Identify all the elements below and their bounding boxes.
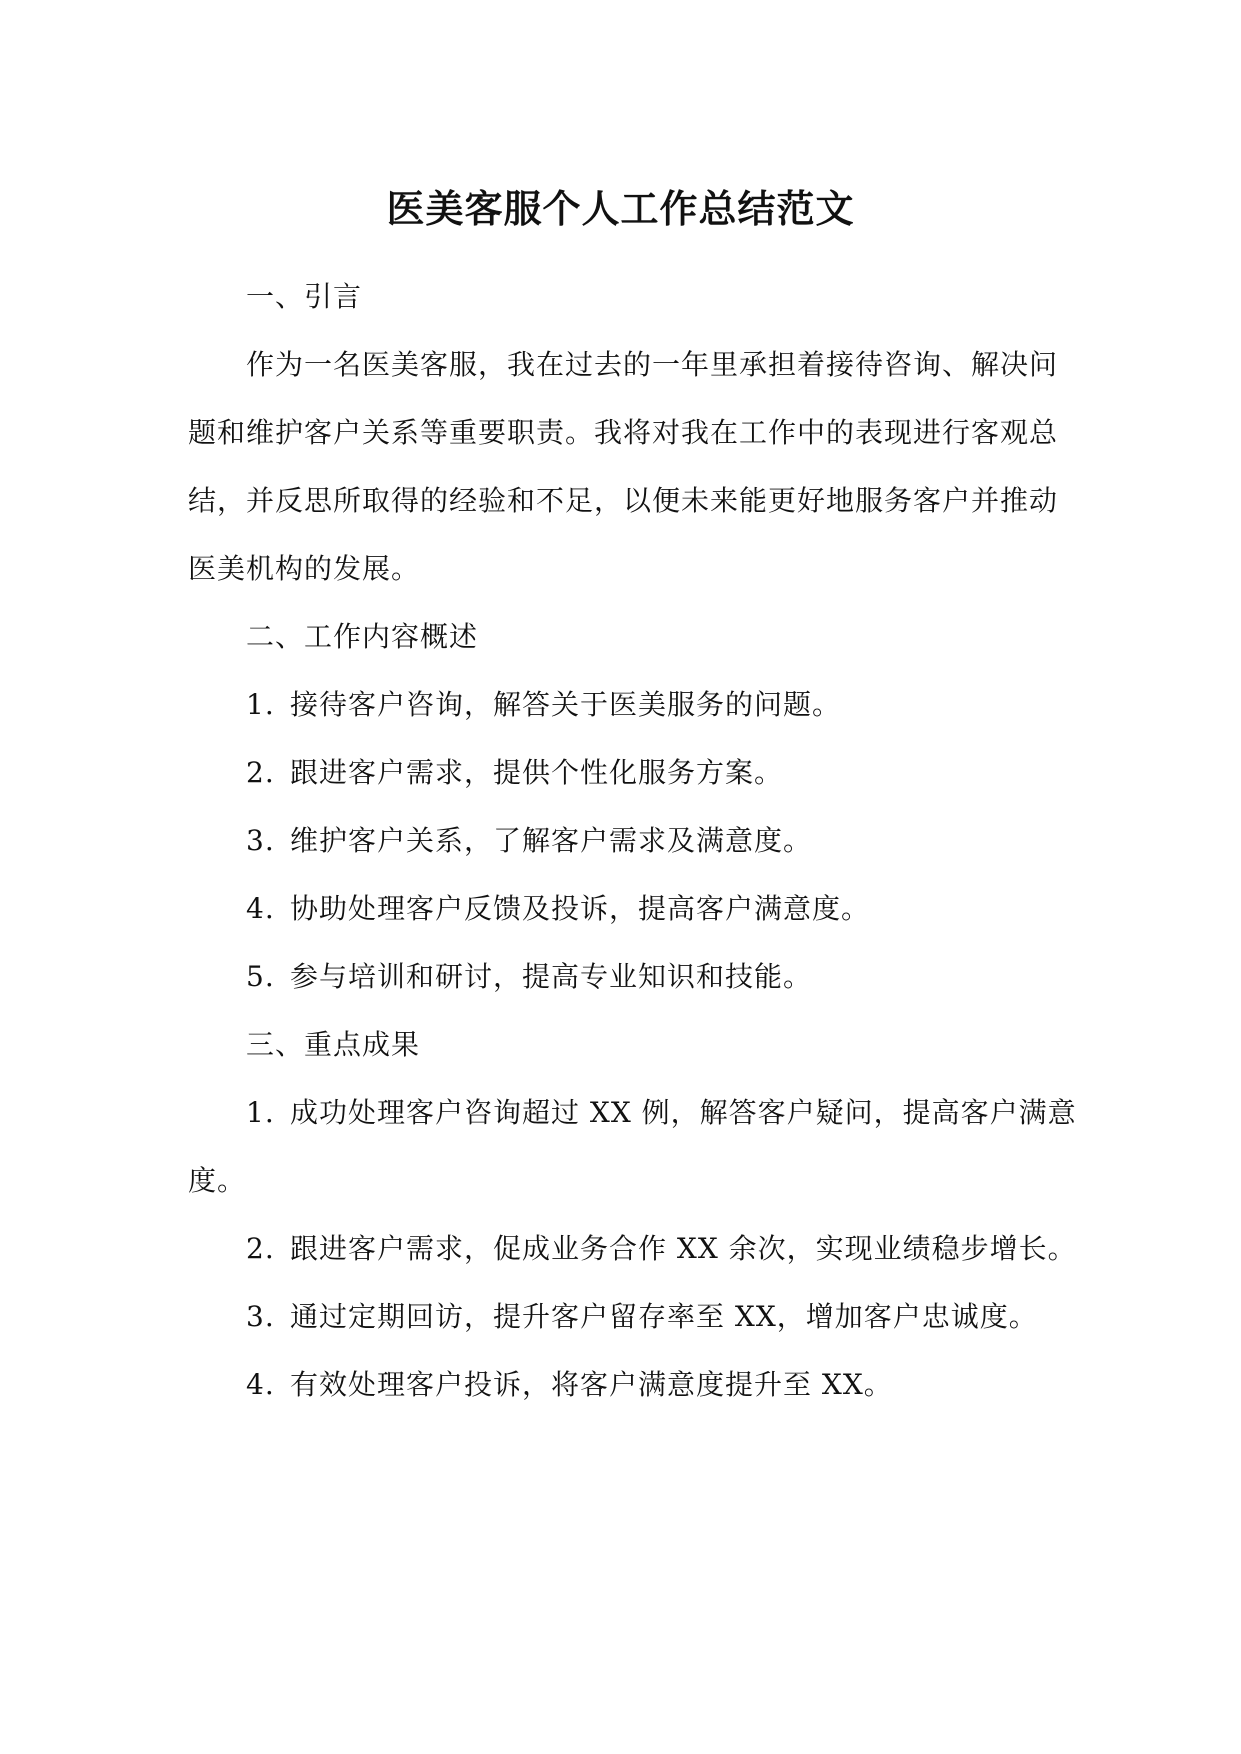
- list-item-text: 通过定期回访，提升客户留存率至 XX，增加客户忠诚度。: [290, 1300, 1038, 1333]
- section-heading-intro: 一、引言: [246, 280, 363, 313]
- list-item-text: 跟进客户需求，提供个性化服务方案。: [290, 756, 784, 789]
- list-item-number: 3.: [246, 824, 275, 857]
- list-item: [246, 821, 812, 861]
- list-item-number: 2.: [246, 1232, 275, 1265]
- list-item: [246, 1297, 1038, 1337]
- list-item-number: 4.: [246, 892, 275, 925]
- list-item-text: 维护客户关系，了解客户需求及满意度。: [290, 824, 813, 857]
- list-item: [246, 753, 783, 793]
- section-heading-work-overview: 二、工作内容概述: [246, 620, 479, 653]
- list-item: [246, 1229, 1077, 1269]
- list-item: [246, 957, 812, 997]
- list-item: [246, 1365, 893, 1405]
- list-item-text: 成功处理客户咨询超过 XX 例，解答客户疑问，提高客户满意: [290, 1096, 1077, 1129]
- list-item-number: 1.: [246, 688, 275, 721]
- list-item-text: 跟进客户需求，促成业务合作 XX 余次，实现业绩稳步增长。: [290, 1232, 1077, 1265]
- list-item-number: 2.: [246, 756, 275, 789]
- list-item-text: 参与培训和研讨，提高专业知识和技能。: [290, 960, 813, 993]
- paragraph-line: 题和维护客户关系等重要职责。我将对我在工作中的表现进行客观总: [188, 416, 1059, 449]
- list-item-text: 协助处理客户反馈及投诉，提高客户满意度。: [290, 892, 871, 925]
- list-item-number: 5.: [246, 960, 275, 993]
- list-item: [246, 685, 841, 725]
- list-item: [246, 889, 870, 929]
- list-item-continuation: 度。: [188, 1164, 247, 1197]
- document-title: 医美客服个人工作总结范文: [386, 186, 855, 231]
- list-item-text: 接待客户咨询，解答关于医美服务的问题。: [290, 688, 842, 721]
- section-heading-key-results: 三、重点成果: [246, 1028, 421, 1061]
- list-item-number: 3.: [246, 1300, 275, 1333]
- list-item-text: 有效处理客户投诉，将客户满意度提升至 XX。: [290, 1368, 893, 1401]
- paragraph-line: 医美机构的发展。: [188, 552, 421, 585]
- list-item-number: 4.: [246, 1368, 275, 1401]
- list-item: [246, 1093, 1077, 1133]
- paragraph-line: 作为一名医美客服，我在过去的一年里承担着接待咨询、解决问: [246, 348, 1059, 381]
- list-item-number: 1.: [246, 1096, 275, 1129]
- paragraph-line: 结，并反思所取得的经验和不足，以便未来能更好地服务客户并推动: [188, 484, 1059, 517]
